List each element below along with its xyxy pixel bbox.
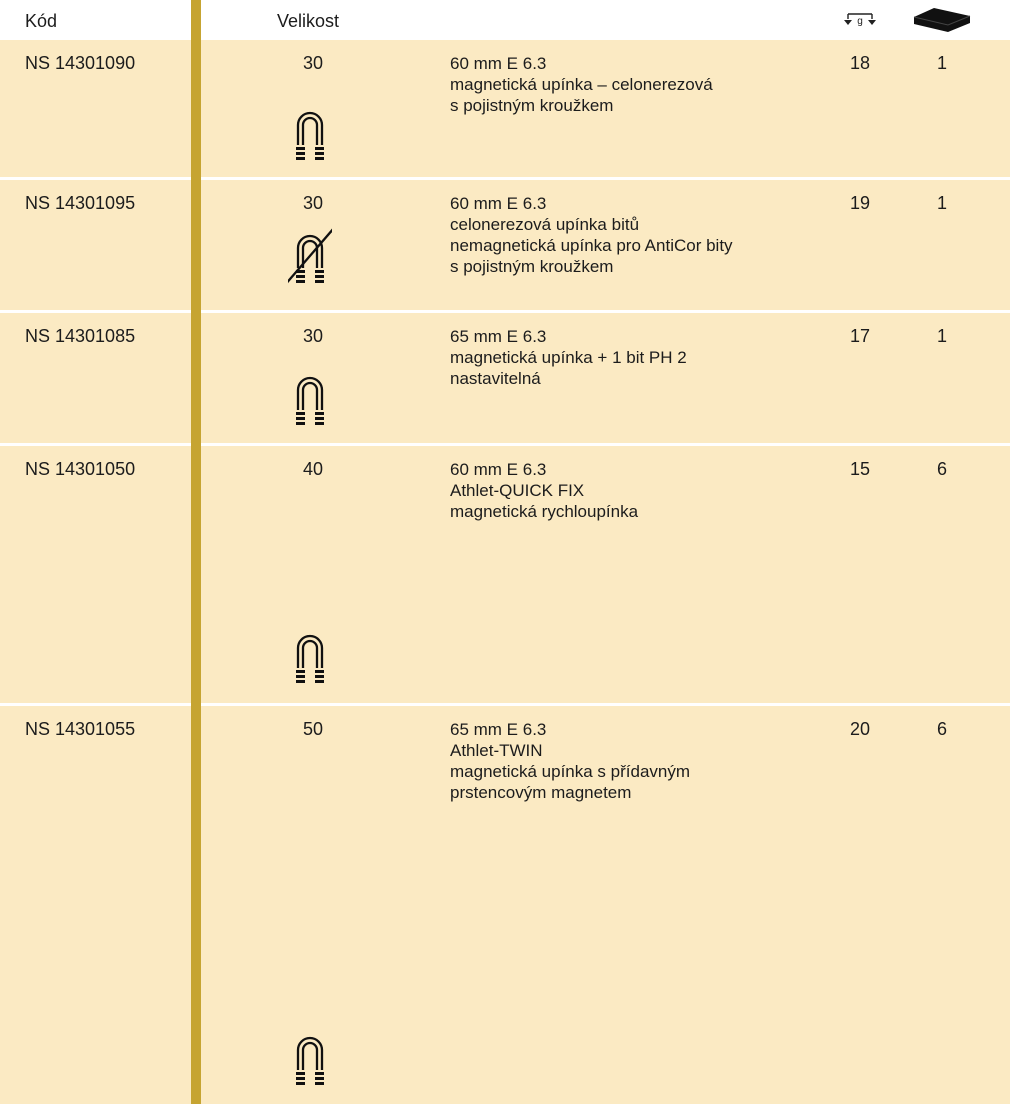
description-line: s pojistným kroužkem: [450, 257, 614, 276]
description-line: Athlet-QUICK FIX: [450, 481, 585, 500]
product-size: 30: [302, 193, 324, 213]
description-line: Athlet-TWIN: [450, 741, 543, 760]
description-line: 65 mm E 6.3: [450, 720, 547, 739]
product-code: NS 14301050: [25, 459, 136, 479]
scale-weight-icon: [844, 9, 876, 29]
header-size-label: Velikost: [277, 11, 340, 31]
description-line: magnetická upínka – celonerezová: [450, 75, 713, 94]
description-line: nastavitelná: [450, 369, 541, 388]
description-line: nemagnetická upínka pro AntiCor bity: [450, 236, 733, 255]
product-weight: 20: [849, 719, 871, 739]
pack-quantity: 6: [936, 719, 947, 739]
product-code: NS 14301055: [25, 719, 136, 739]
product-code: NS 14301090: [25, 53, 136, 73]
table-row: [0, 180, 1010, 311]
product-weight: 17: [849, 326, 871, 346]
description-line: magnetická upínka s přídavným: [450, 762, 691, 781]
description-line: 60 mm E 6.3: [450, 54, 547, 73]
column-divider-bar: [191, 0, 201, 1104]
description-line: s pojistným kroužkem: [450, 96, 614, 115]
product-weight: 19: [849, 193, 871, 213]
description-line: 60 mm E 6.3: [450, 194, 547, 213]
product-description: [450, 53, 830, 116]
package-box-icon: [912, 4, 972, 34]
weight-unit-label: g: [857, 16, 863, 27]
table-header: [0, 0, 1010, 40]
product-weight: 15: [849, 459, 871, 479]
pack-quantity: 1: [936, 53, 947, 73]
product-size: 30: [302, 326, 324, 346]
description-line: magnetická upínka + 1 bit PH 2: [450, 348, 687, 367]
description-line: 60 mm E 6.3: [450, 460, 547, 479]
table-row: [0, 446, 1010, 704]
product-description: [450, 719, 830, 803]
magnet-icon: [288, 370, 332, 428]
product-description: [450, 459, 830, 522]
pack-quantity: 1: [936, 193, 947, 213]
product-description: [450, 193, 830, 277]
product-code: NS 14301095: [25, 193, 136, 213]
magnet-icon: [288, 1030, 332, 1088]
non-magnetic-icon: [288, 228, 332, 286]
product-weight: 18: [849, 53, 871, 73]
magnet-icon: [288, 105, 332, 163]
description-line: magnetická rychloupínka: [450, 502, 639, 521]
description-line: prstencovým magnetem: [450, 783, 632, 802]
product-size: 30: [302, 53, 324, 73]
table-row: [0, 706, 1010, 1104]
product-description: [450, 326, 830, 389]
description-line: 65 mm E 6.3: [450, 327, 547, 346]
table-row: [0, 40, 1010, 178]
description-line: celonerezová upínka bitů: [450, 215, 640, 234]
magnet-icon: [288, 628, 332, 686]
product-size: 50: [302, 719, 324, 739]
table-row: [0, 313, 1010, 444]
pack-quantity: 6: [936, 459, 947, 479]
header-code-label: Kód: [25, 11, 58, 31]
pack-quantity: 1: [936, 326, 947, 346]
product-code: NS 14301085: [25, 326, 136, 346]
product-size: 40: [302, 459, 324, 479]
